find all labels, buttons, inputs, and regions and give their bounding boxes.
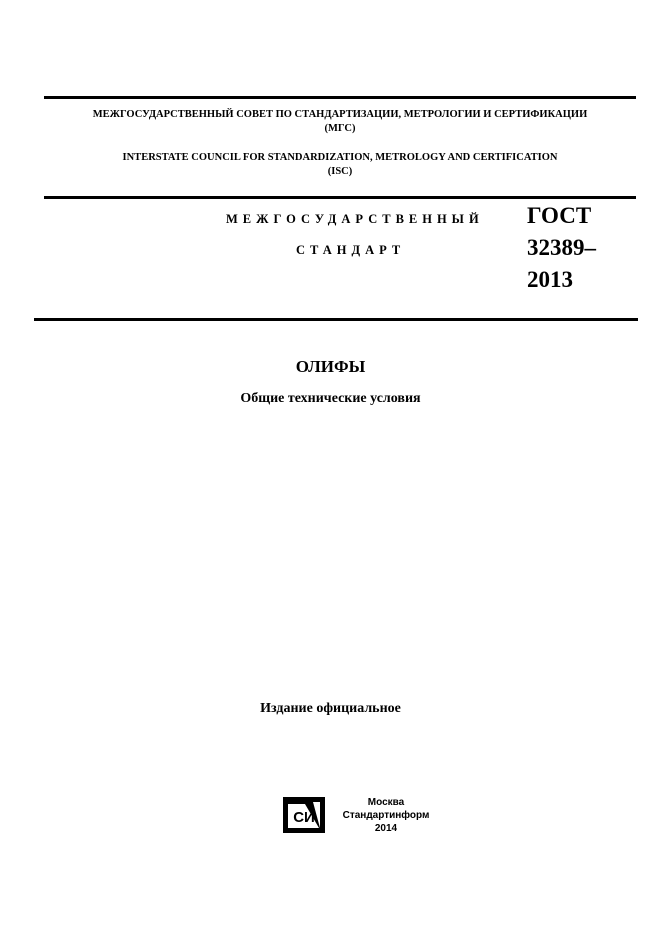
logo-lettering: СИ bbox=[293, 809, 315, 826]
gost-designation bbox=[527, 200, 596, 296]
gost-number: 32389– bbox=[527, 235, 596, 260]
council-name-en: INTERSTATE COUNCIL FOR STANDARDIZATION, METROLOGY AND CERTIFICATION bbox=[122, 152, 558, 163]
top-rule bbox=[44, 96, 636, 99]
gost-label: ГОСТ bbox=[527, 203, 592, 228]
council-abbr-ru: (МГС) bbox=[324, 123, 356, 134]
edition-label: Издание официальное bbox=[260, 701, 401, 716]
document-subtitle: Общие технические условия bbox=[240, 391, 421, 406]
standard-top-rule bbox=[44, 196, 636, 199]
council-name-ru: МЕЖГОСУДАРСТВЕННЫЙ СОВЕТ ПО СТАНДАРТИЗАЦИИ, МЕТРОЛОГИИ И СЕРТИФИКАЦИИ bbox=[92, 109, 588, 120]
publisher-name: Стандартинформ bbox=[342, 810, 430, 821]
standard-type-line1: МЕЖГОСУДАРСТВЕННЫЙ bbox=[226, 212, 484, 226]
publisher-city: Москва bbox=[367, 797, 405, 808]
standard-bottom-rule bbox=[34, 318, 638, 321]
publisher-info bbox=[330, 796, 442, 835]
gost-year: 2013 bbox=[527, 267, 573, 292]
council-abbr-en: (ISC) bbox=[327, 166, 353, 177]
standartinform-logo bbox=[283, 797, 325, 833]
standard-type-line2: СТАНДАРТ bbox=[296, 243, 406, 257]
publisher-year: 2014 bbox=[374, 823, 398, 834]
document-title: ОЛИФЫ bbox=[295, 357, 366, 376]
